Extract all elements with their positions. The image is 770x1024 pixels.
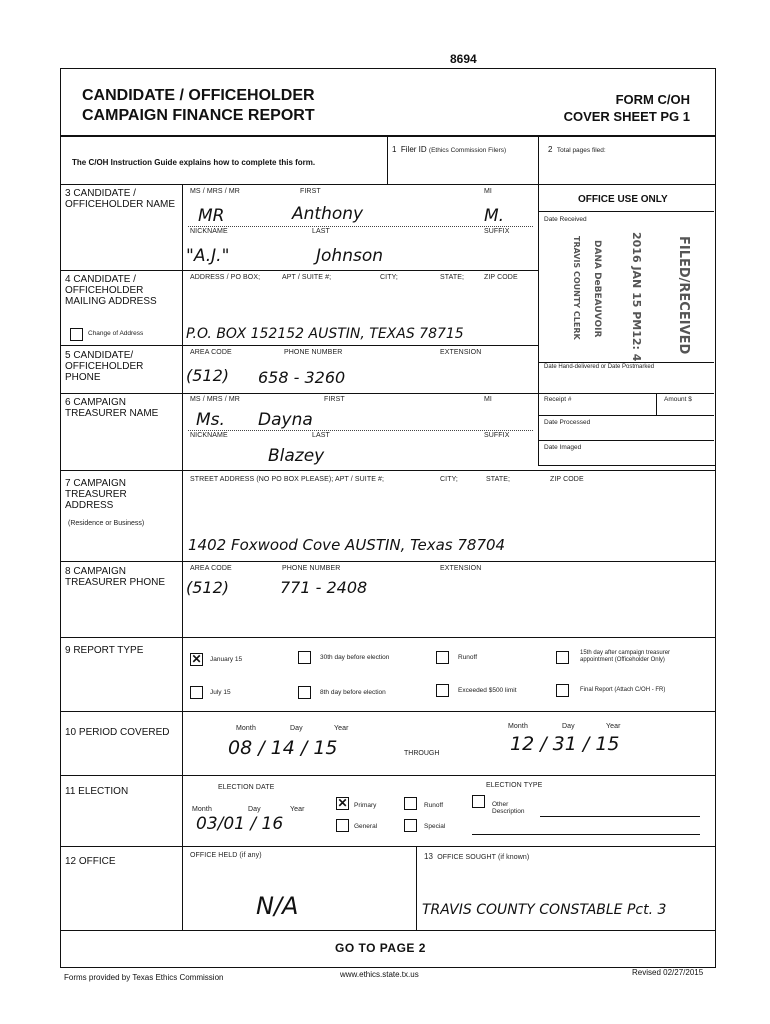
- footer-revised: Revised 02/27/2015: [632, 968, 704, 977]
- form-id: FORM C/OH: [615, 92, 690, 107]
- exceed-label: Exceeded $500 limit: [458, 687, 517, 694]
- section-12-label: 12 OFFICE: [65, 856, 116, 867]
- treas-first-label: FIRST: [324, 396, 345, 403]
- section-6-label: 6 CAMPAIGN TREASURER NAME: [65, 397, 159, 419]
- cand-mi-label: MI: [484, 188, 492, 195]
- office-use-title: OFFICE USE ONLY: [578, 194, 668, 205]
- election-day-label: Day: [248, 806, 261, 813]
- section-5-label: 5 CANDIDATE/ OFFICEHOLDER PHONE: [65, 350, 144, 383]
- day30-label: 30th day before election: [320, 654, 390, 661]
- mail-address-value[interactable]: P.O. BOX 152152 AUSTIN, TEXAS 78715: [186, 326, 464, 342]
- mail-addr-label: ADDRESS / PO BOX;: [190, 274, 261, 281]
- section-4-label: 4 CANDIDATE / OFFICEHOLDER MAILING ADDRESS: [65, 274, 157, 307]
- jul15-label: July 15: [210, 689, 231, 696]
- treas-phone-label: PHONE NUMBER: [282, 565, 341, 572]
- treas-title-value[interactable]: Ms.: [196, 410, 225, 430]
- runoff-election-checkbox[interactable]: [404, 797, 417, 810]
- total-pages-field[interactable]: [548, 145, 606, 154]
- footer-url[interactable]: www.ethics.state.tx.us: [340, 970, 419, 979]
- treas-last-value[interactable]: Blazey: [268, 446, 325, 466]
- jul15-checkbox[interactable]: [190, 686, 203, 699]
- election-month-label: Month: [192, 806, 212, 813]
- cand-last-value[interactable]: Johnson: [316, 246, 383, 266]
- change-address-label: Change of Address: [88, 330, 144, 337]
- mail-state-label: STATE;: [440, 274, 465, 281]
- cand-mi-value[interactable]: M.: [484, 206, 505, 226]
- treas-first-value[interactable]: Dayna: [258, 410, 313, 430]
- stamp-name: DANA DeBEAUVOIR: [592, 240, 602, 338]
- period-to-year-label: Year: [606, 723, 621, 730]
- treas-area-value[interactable]: (512): [186, 578, 230, 597]
- treas-state-label: STATE;: [486, 476, 511, 483]
- day15-label: 15th day after campaign treasurer appointment (Officeholder Only): [580, 650, 671, 663]
- form-title: [82, 86, 315, 126]
- filer-id-note: (Ethics Commission Filers): [428, 147, 507, 154]
- period-from-year-label: Year: [334, 725, 349, 732]
- treas-street-label: STREET ADDRESS (NO PO BOX PLEASE); APT / SUITE #;: [190, 476, 385, 483]
- general-checkbox[interactable]: [336, 819, 349, 832]
- treas-area-label: AREA CODE: [190, 565, 232, 572]
- period-from-day-label: Day: [290, 725, 303, 732]
- cand-nick-label: NICKNAME: [190, 228, 228, 235]
- office-held-value[interactable]: N/A: [256, 892, 299, 920]
- mail-zip-label: ZIP CODE: [484, 274, 518, 281]
- section-8-label: 8 CAMPAIGN TREASURER PHONE: [65, 566, 166, 588]
- cand-nick-value[interactable]: "A.J.": [186, 246, 230, 266]
- day30-checkbox[interactable]: [298, 651, 311, 664]
- treas-city-label: CITY;: [440, 476, 458, 483]
- treas-mi-label: MI: [484, 396, 492, 403]
- cand-ext-label: EXTENSION: [440, 349, 482, 356]
- form-subtitle: COVER SHEET PG 1: [563, 109, 690, 124]
- amount-label: Amount $: [664, 396, 692, 403]
- title-line-1: CANDIDATE / OFFICEHOLDER: [82, 87, 315, 104]
- filer-id-field[interactable]: [392, 145, 506, 154]
- special-label: Special: [424, 823, 446, 830]
- jan15-checkbox[interactable]: ✕: [191, 652, 202, 666]
- office-sought-text: OFFICE SOUGHT (if known): [437, 854, 530, 861]
- day8-label: 8th day before election: [320, 689, 386, 696]
- go-to-page-2: GO TO PAGE 2: [335, 941, 426, 955]
- date-received-label: Date Received: [544, 216, 587, 223]
- cand-area-label: AREA CODE: [190, 349, 232, 356]
- general-label: General: [354, 823, 378, 830]
- section-13-num: 13: [424, 852, 434, 861]
- receipt-label: Receipt #: [544, 396, 572, 403]
- election-date-label: ELECTION DATE: [218, 784, 275, 791]
- treas-address-value[interactable]: 1402 Foxwood Cove AUSTIN, Texas 78704: [188, 536, 506, 554]
- election-date-value[interactable]: 03/01 / 16: [196, 814, 284, 834]
- period-to-value[interactable]: 12 / 31 / 15: [510, 733, 620, 755]
- filer-id-label: Filer ID: [400, 145, 427, 154]
- period-from-month-label: Month: [236, 725, 256, 732]
- treas-zip-label: ZIP CODE: [550, 476, 584, 483]
- instruction-text: The C/OH Instruction Guide explains how to complete this form.: [72, 158, 316, 167]
- other-election-label: Other Description: [492, 801, 525, 815]
- election-type-label: ELECTION TYPE: [486, 782, 543, 789]
- period-to-month-label: Month: [508, 723, 528, 730]
- treas-phone-value[interactable]: 771 - 2408: [280, 578, 368, 597]
- day15-checkbox[interactable]: [556, 651, 569, 664]
- runoff-election-label: Runoff: [424, 802, 444, 809]
- footer-left: Forms provided by Texas Ethics Commission: [64, 973, 224, 982]
- cand-first-label: FIRST: [300, 188, 321, 195]
- total-pages-label: Total pages filed:: [556, 147, 606, 154]
- final-report-label: Final Report (Attach C/OH - FR): [580, 687, 666, 693]
- residence-note: (Residence or Business): [68, 520, 145, 527]
- cand-phone-label: PHONE NUMBER: [284, 349, 343, 356]
- exceed-checkbox[interactable]: [436, 684, 449, 697]
- treas-nick-label: NICKNAME: [190, 432, 228, 439]
- through-label: THROUGH: [404, 750, 440, 757]
- cand-area-value[interactable]: (512): [186, 366, 230, 385]
- office-sought-value[interactable]: TRAVIS COUNTY CONSTABLE Pct. 3: [422, 902, 667, 918]
- period-to-day-label: Day: [562, 723, 575, 730]
- date-hand-label: Date Hand-delivered or Date Postmarked: [544, 364, 655, 370]
- mail-apt-label: APT / SUITE #;: [282, 274, 332, 281]
- cand-first-value[interactable]: Anthony: [292, 204, 364, 224]
- page-number: 8694: [450, 52, 477, 66]
- stamp-date: 2016 JAN 15 PM12: 4: [630, 232, 643, 362]
- day8-checkbox[interactable]: [298, 686, 311, 699]
- jan15-label: January 15: [210, 656, 243, 663]
- filer-id-num: 1: [392, 145, 397, 154]
- section-7-label: 7 CAMPAIGN TREASURER ADDRESS: [65, 478, 127, 511]
- runoff-report-label: Runoff: [458, 654, 478, 661]
- office-held-label: OFFICE HELD (if any): [190, 852, 262, 859]
- office-sought-label: [424, 852, 529, 861]
- treas-suffix-label: SUFFIX: [484, 432, 510, 439]
- stamp-clerk: TRAVIS COUNTY CLERK: [572, 236, 581, 340]
- final-report-checkbox[interactable]: [556, 684, 569, 697]
- election-year-label: Year: [290, 806, 305, 813]
- treas-ext-label: EXTENSION: [440, 565, 482, 572]
- form-id-block: [564, 91, 690, 125]
- section-10-label: 10 PERIOD COVERED: [65, 727, 170, 738]
- section-11-label: 11 ELECTION: [65, 786, 129, 797]
- section-3-label: 3 CANDIDATE / OFFICEHOLDER NAME: [65, 188, 176, 210]
- runoff-report-checkbox[interactable]: [436, 651, 449, 664]
- mail-city-label: CITY;: [380, 274, 398, 281]
- primary-checkbox[interactable]: ✕: [337, 796, 348, 810]
- other-election-checkbox[interactable]: [472, 795, 485, 808]
- special-checkbox[interactable]: [404, 819, 417, 832]
- cand-phone-value[interactable]: 658 - 3260: [258, 368, 346, 387]
- imaged-label: Date Imaged: [544, 444, 582, 451]
- primary-label: Primary: [354, 802, 377, 809]
- total-pages-num: 2: [548, 145, 553, 154]
- treas-title-label: MS / MRS / MR: [190, 396, 240, 403]
- change-address-checkbox[interactable]: [70, 328, 83, 341]
- treas-last-label: LAST: [312, 432, 330, 439]
- cand-title-value[interactable]: MR: [198, 206, 225, 226]
- section-9-label: 9 REPORT TYPE: [65, 645, 144, 656]
- cand-title-label: MS / MRS / MR: [190, 188, 240, 195]
- stamp-filed: FILED/RECEIVED: [676, 236, 691, 355]
- title-line-2: CAMPAIGN FINANCE REPORT: [82, 107, 315, 124]
- period-from-value[interactable]: 08 / 14 / 15: [228, 737, 338, 759]
- processed-label: Date Processed: [544, 419, 591, 426]
- cand-last-label: LAST: [312, 228, 330, 235]
- cand-suffix-label: SUFFIX: [484, 228, 510, 235]
